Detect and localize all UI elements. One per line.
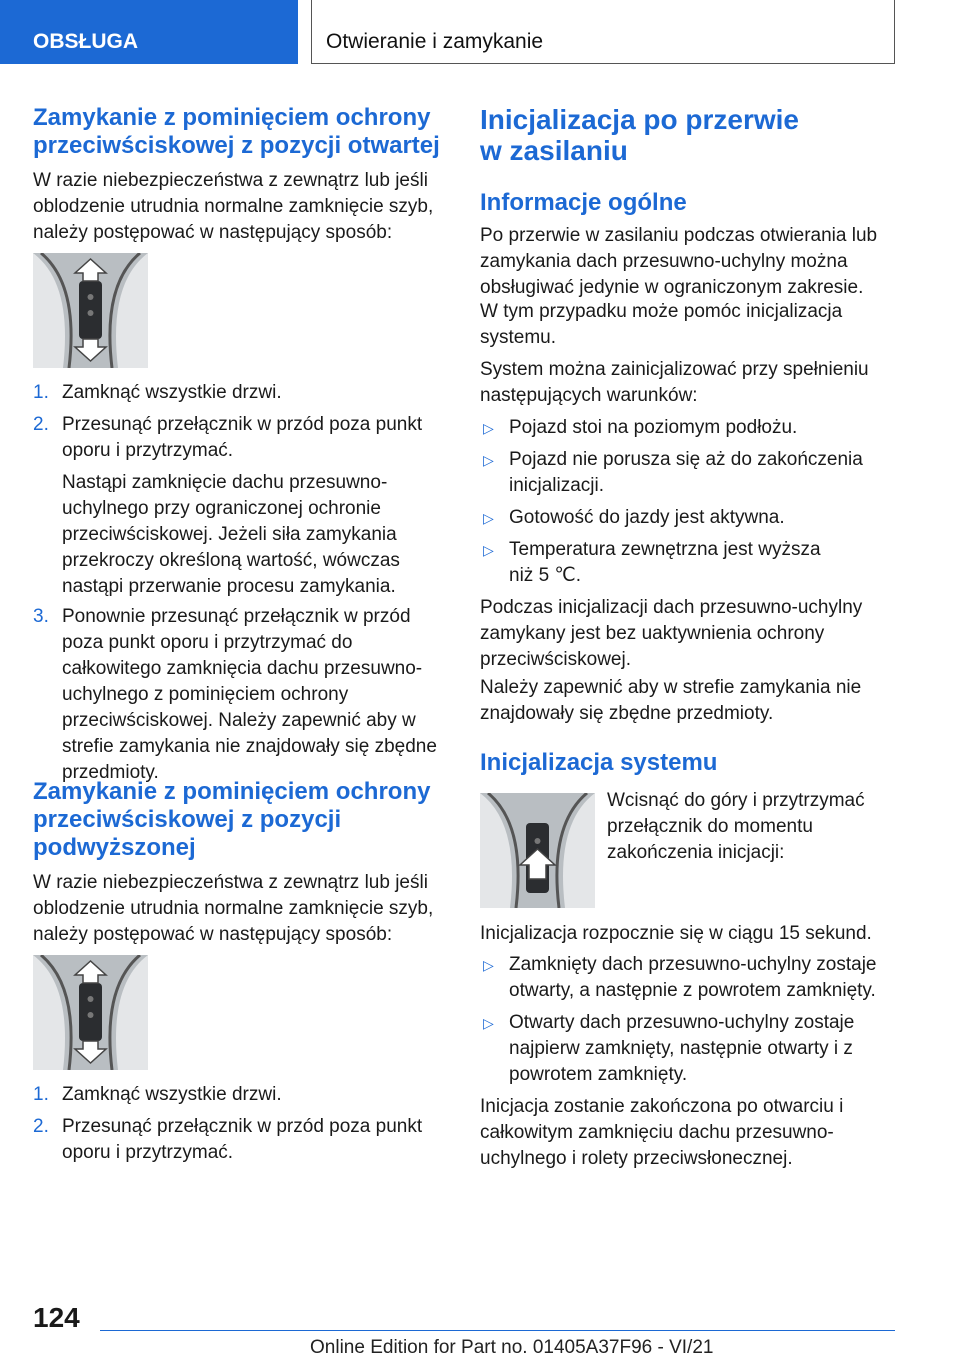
step-note: Nastąpi zamknięcie dachu przesuwno-uchylnego przy ograniczonej ochronie przeciwściskowej. Jeżeli siła zamykania przekroczy określoną wartość, wówczas nastąpi przerwanie procesu zamykania.	[62, 472, 400, 597]
step-text: Zamknąć wszystkie drzwi.	[62, 382, 282, 403]
paragraph-clear-zone: Należy zapewnić aby w strefie zamykania nie znajdowały się zbędne przedmioty.	[480, 677, 862, 724]
edition-info: Online Edition for Part no. 01405A37F96 - VI/21	[310, 1337, 714, 1358]
footer-divider	[100, 1330, 895, 1331]
step-text: Zamknąć wszystkie drzwi.	[62, 1084, 282, 1105]
step-number: 2.	[33, 1116, 49, 1137]
triangle-bullet-icon: ▷	[483, 542, 494, 558]
step-number: 3.	[33, 606, 49, 627]
condition-item: Pojazd stoi na poziomym podłożu.	[509, 417, 798, 438]
condition-item: Temperatura zewnętrzna jest wyższa niż 5 ℃.	[509, 539, 821, 586]
heading-general-info: Informacje ogólne	[480, 189, 687, 216]
paragraph-general-2: W tym przypadku może pomóc inicjalizacja systemu.	[480, 301, 843, 348]
section-tab: OBSŁUGA	[0, 0, 298, 64]
paragraph-press-switch: Wcisnąć do góry i przytrzymać przełącznik do momentu zakończenia inicjacji:	[607, 790, 865, 863]
heading-init-after-power: Inicjalizacja po przerwie w zasilaniu	[480, 104, 800, 166]
step-text: Przesunąć przełącznik w przód poza punkt oporu i przytrzymać.	[62, 1116, 423, 1163]
triangle-bullet-icon: ▷	[483, 452, 494, 468]
roof-switch-figure-3	[480, 793, 595, 908]
paragraph-init-start: Inicjalizacja rozpocznie się w ciągu 15 sekund.	[480, 923, 872, 944]
paragraph-init-note: Podczas inicjalizacji dach przesuwno-uchylny zamykany jest bez uaktywnienia ochrony przeciwściskowej.	[480, 597, 863, 670]
result-item: Otwarty dach przesuwno-uchylny zostaje najpierw zamknięty, następnie otwarty i z powrotem zamknięty.	[509, 1012, 855, 1085]
step-number: 2.	[33, 414, 49, 435]
condition-item: Pojazd nie porusza się aż do zakończenia inicjalizacji.	[509, 449, 863, 496]
paragraph-init-complete: Inicjacja zostanie zakończona po otwarciu i całkowitym zamknięciu dachu przesuwno-uchylnego i rolety przeciwsłonecznej.	[480, 1096, 844, 1169]
result-item: Zamknięty dach przesuwno-uchylny zostaje otwarty, a następnie z powrotem zamknięty.	[509, 954, 877, 1001]
roof-switch-figure-2	[33, 955, 148, 1070]
step-number: 1.	[33, 1084, 49, 1105]
triangle-bullet-icon: ▷	[483, 510, 494, 526]
page-number: 124	[33, 1302, 80, 1333]
paragraph-conditions-intro: System można zainicjalizować przy spełnieniu następujących warunków:	[480, 359, 869, 406]
step-text: Przesunąć przełącznik w przód poza punkt oporu i przytrzymać.	[62, 414, 423, 461]
triangle-bullet-icon: ▷	[483, 957, 494, 973]
chapter-title: Otwieranie i zamykanie	[311, 0, 895, 64]
triangle-bullet-icon: ▷	[483, 1015, 494, 1031]
step-text: Ponownie przesunąć przełącznik w przód poza punkt oporu i przytrzymać do całkowitego zamknięcia dachu przesuwno-uchylnego z pominięciem ochrony przeciwściskowej. Należy zapewnić aby w strefie zamykania nie znajdowały się zbędne przedmioty.	[62, 606, 437, 783]
heading-close-raised: Zamykanie z pominięciem ochrony przeciwściskowej z pozycji podwyższonej	[33, 778, 431, 861]
paragraph-general-1: Po przerwie w zasilaniu podczas otwierania lub zamykania dach przesuwno-uchylny można obsługiwać jedynie w ograniczonym zakresie.	[480, 225, 878, 298]
roof-switch-figure-1	[33, 253, 148, 368]
condition-item: Gotowość do jazdy jest aktywna.	[509, 507, 785, 528]
paragraph-intro-2: W razie niebezpieczeństwa z zewnątrz lub jeśli oblodzenie utrudnia normalne zamknięcie szyb, należy postępować w następujący sposób:	[33, 872, 434, 945]
heading-close-open: Zamykanie z pominięciem ochrony przeciwściskowej z pozycji otwartej	[33, 104, 440, 159]
step-number: 1.	[33, 382, 49, 403]
paragraph-intro-1: W razie niebezpieczeństwa z zewnątrz lub jeśli oblodzenie utrudnia normalne zamknięcie szyb, należy postępować w następujący sposób:	[33, 170, 434, 243]
heading-system-init: Inicjalizacja systemu	[480, 749, 718, 776]
triangle-bullet-icon: ▷	[483, 420, 494, 436]
